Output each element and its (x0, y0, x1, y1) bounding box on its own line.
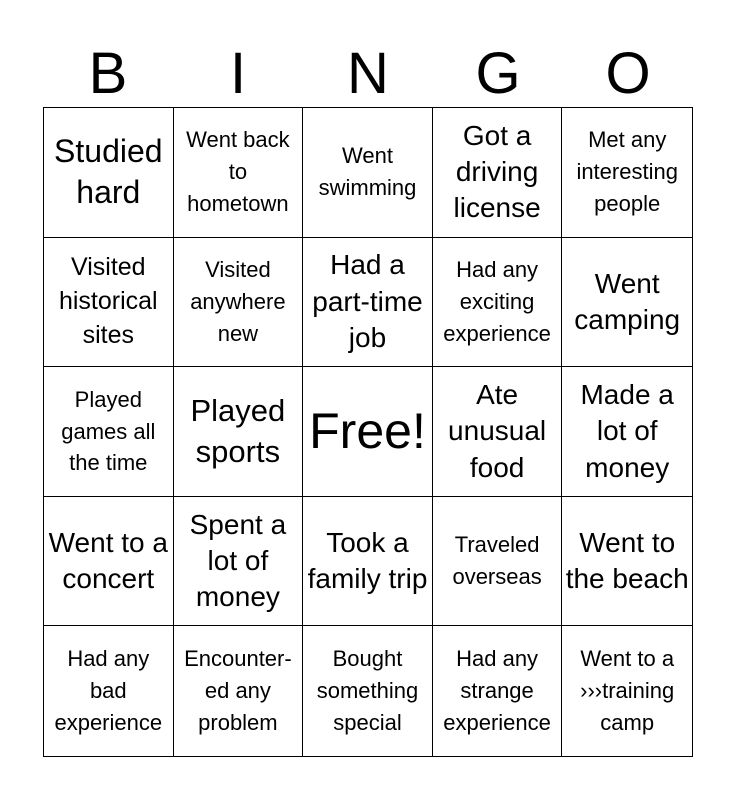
bingo-cell[interactable] (44, 367, 174, 497)
cell-text: Studied hard (54, 132, 163, 211)
bingo-cell[interactable] (562, 238, 692, 368)
bingo-cell[interactable] (174, 108, 304, 238)
cell-text: Played sports (190, 392, 286, 470)
bingo-cell[interactable] (44, 108, 174, 238)
cell-text: Had any exciting experience (443, 257, 551, 346)
bingo-cell[interactable] (44, 626, 174, 756)
cell-text: Went swimming (318, 143, 417, 201)
bingo-cell[interactable] (433, 367, 563, 497)
header-letter-i: I (229, 41, 247, 106)
bingo-cell[interactable] (303, 108, 433, 238)
bingo-header (43, 40, 693, 108)
cell-text: Went back to hometown (186, 127, 290, 217)
cell-text: Made a lot of money (580, 378, 674, 483)
cell-text: Encounter-ed any problem (184, 646, 292, 736)
bingo-cell[interactable] (433, 626, 563, 756)
cell-text: Visited historical sites (58, 253, 158, 349)
header-letter-b: B (88, 41, 128, 106)
bingo-cell[interactable] (562, 367, 692, 497)
bingo-cell[interactable] (433, 497, 563, 627)
cell-text: Bought something special (316, 646, 419, 736)
bingo-cell[interactable] (174, 367, 304, 497)
cell-text: Went to a concert (48, 526, 168, 595)
bingo-cell[interactable] (433, 108, 563, 238)
cell-text: Had a part-time job (312, 249, 423, 354)
cell-text: Had any bad experience (54, 646, 163, 736)
bingo-cell[interactable] (562, 108, 692, 238)
cell-text: Had any strange experience (443, 646, 551, 736)
cell-text: Went camping (574, 267, 681, 335)
header-letter-n: N (347, 41, 389, 106)
bingo-cell[interactable] (433, 238, 563, 368)
cell-text: Went to the beach (565, 526, 689, 595)
bingo-cell[interactable] (303, 238, 433, 368)
cell-text: Traveled overseas (452, 532, 542, 590)
bingo-cell[interactable] (303, 626, 433, 756)
header-letter-o: O (605, 41, 651, 106)
cell-text: Went to a ›››training camp (580, 646, 675, 736)
bingo-cell[interactable] (44, 497, 174, 627)
cell-text: Took a family trip (307, 526, 428, 595)
bingo-board (43, 107, 693, 757)
cell-text: Got a driving license (453, 119, 541, 224)
header-letter-g: G (475, 41, 521, 106)
cell-text: Ate unusual food (448, 378, 547, 483)
bingo-cell[interactable] (174, 238, 304, 368)
cell-text: Met any interesting people (576, 127, 678, 217)
cell-text: Played games all the time (61, 386, 156, 476)
bingo-cell[interactable] (44, 238, 174, 368)
bingo-cell[interactable] (174, 626, 304, 756)
cell-text: Visited anywhere new (190, 257, 286, 346)
free-space-text: Free! (309, 403, 426, 460)
bingo-cell[interactable] (303, 497, 433, 627)
cell-text: Spent a lot of money (189, 508, 287, 613)
bingo-cell[interactable] (562, 626, 692, 756)
bingo-cell[interactable] (174, 497, 304, 627)
bingo-cell[interactable] (562, 497, 692, 627)
free-space-cell[interactable] (303, 367, 433, 497)
